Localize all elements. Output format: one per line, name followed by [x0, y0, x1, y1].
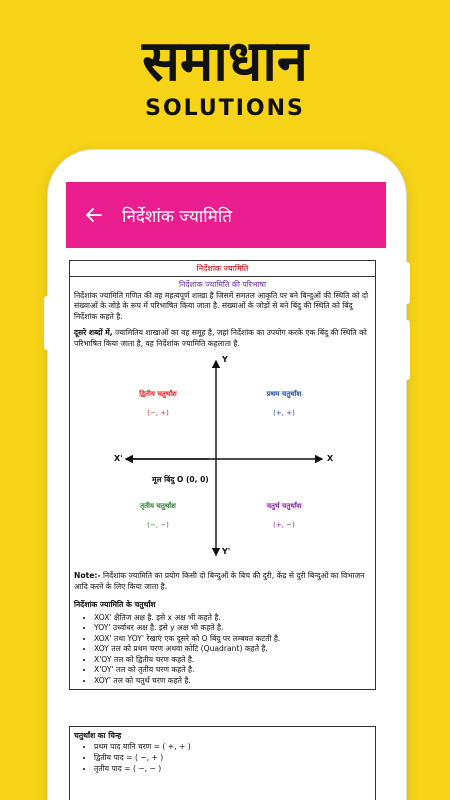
quadrants-heading: निर्देशांक ज्यामिति के चतुर्थांश: [74, 600, 156, 609]
list-item: • XOX' क्षैतिज अक्ष है. इसे x अक्ष भी कहते है.: [94, 613, 371, 624]
quadrant-4-sign: (+, −): [273, 520, 295, 529]
quadrant-4-name: चतुर्थ चतुर्थांश: [266, 502, 302, 510]
other-words-text: ज्यामितिय शाखाओं का वह समूह है, जहां निर्देशांक का उपयोग करके एक बिंदु की स्थिति को परिभाषित किया जाता है, वह निर्देशांक ज्यामिति कहलाता है.: [74, 328, 367, 348]
app-bar: [66, 182, 386, 248]
list-item: • प्रथम पाद यानि चरण = ( +, + ): [94, 741, 371, 752]
signs-list: [74, 741, 371, 774]
document-body: [70, 277, 375, 689]
x-prime-label: X': [114, 454, 123, 463]
definition-paragraph: निर्देशांक ज्यामिति गणित की वह महत्वपूर्ण शाखा है जिसमें समतल आकृति पर बने बिन्दुओं की स्थिति को दो संख्याओं के जोड़े के रूप में परिभाषित किया जाता है. संख्याओं के जोड़ों से बने बिंदु की स्थिति को बिंदु निर्देशांक कहते है.: [74, 290, 369, 321]
other-words-paragraph: [74, 328, 371, 349]
note-lead: Note:-: [74, 571, 101, 580]
quadrant-1-sign: (+, +): [273, 408, 295, 417]
list-item: • तृतीय पाद = ( −, − ): [94, 763, 371, 774]
other-words-lead: दूसरे शब्दों में,: [74, 328, 113, 337]
quadrant-4-label: [244, 501, 324, 530]
page-title: निर्देशांक ज्यामिति: [122, 206, 232, 227]
document-title: निर्देशांक ज्यामिति: [70, 261, 375, 277]
banner-title: समाधान: [142, 29, 308, 94]
list-item: • X'OY' तल को तृतीय चरण कहते है.: [94, 665, 371, 676]
quadrant-1-name: प्रथम चतुर्थांश: [266, 390, 302, 398]
quadrant-3-label: [118, 501, 198, 530]
list-item: • YOY' उर्ध्वाधर अक्ष है. इसे y अक्ष भी कहते है.: [94, 623, 371, 634]
note-paragraph: [74, 571, 371, 592]
x-label: X: [327, 454, 334, 463]
app-screen: [66, 182, 386, 800]
origin-label: मूल बिंदु O (0, 0): [152, 475, 209, 484]
arrow-left-icon[interactable]: [80, 201, 108, 229]
quadrant-points-list: [74, 613, 371, 687]
signs-box: [69, 726, 376, 800]
phone-side-button: [44, 296, 50, 350]
phone-side-button: [404, 320, 410, 380]
definition-heading: निर्देशांक ज्यामिति की परिभाषा: [178, 280, 267, 289]
quadrant-2-label: [118, 389, 198, 418]
list-item: • XOX' तथा YOY' रेखाएं एक दूसरे को O बिंदु पर लम्बवत कटती है.: [94, 634, 371, 645]
banner-subtitle: SOLUTIONS: [145, 96, 305, 121]
quadrant-3-sign: (−, −): [147, 520, 169, 529]
quadrant-3-name: तृतीय चतुर्थांश: [140, 502, 176, 510]
document-box: [69, 260, 376, 690]
y-prime-label: Y': [222, 547, 231, 556]
quadrant-2-name: द्वितीय चतुर्थांश: [139, 390, 177, 398]
list-item: • द्वितीय पाद = ( −, + ): [94, 752, 371, 763]
list-item: • XOY तल को प्रथम चरण अथवा कोटि (Quadrant) कहते है.: [94, 644, 371, 655]
list-item: • XOY' तल को चतुर्थ चरण कहते है.: [94, 676, 371, 687]
list-item: • X'OY तल को द्वितीय चरण कहते है.: [94, 655, 371, 666]
signs-heading: चतुर्थांश का चिन्ह: [74, 731, 122, 740]
phone-side-button: [404, 262, 410, 304]
quadrant-2-sign: (−, +): [147, 408, 169, 417]
y-label: Y: [222, 355, 228, 364]
note-text: निर्देशांक ज्यामिति का प्रयोग किसी दो बिन्दुओं के बिच की दुरी, केंद्र से दुरी बिन्दुओं का विभाजन आदि करने के लिए किया जाता है.: [74, 571, 365, 591]
quadrant-1-label: [244, 389, 324, 418]
quadrant-diagram: [74, 355, 371, 565]
